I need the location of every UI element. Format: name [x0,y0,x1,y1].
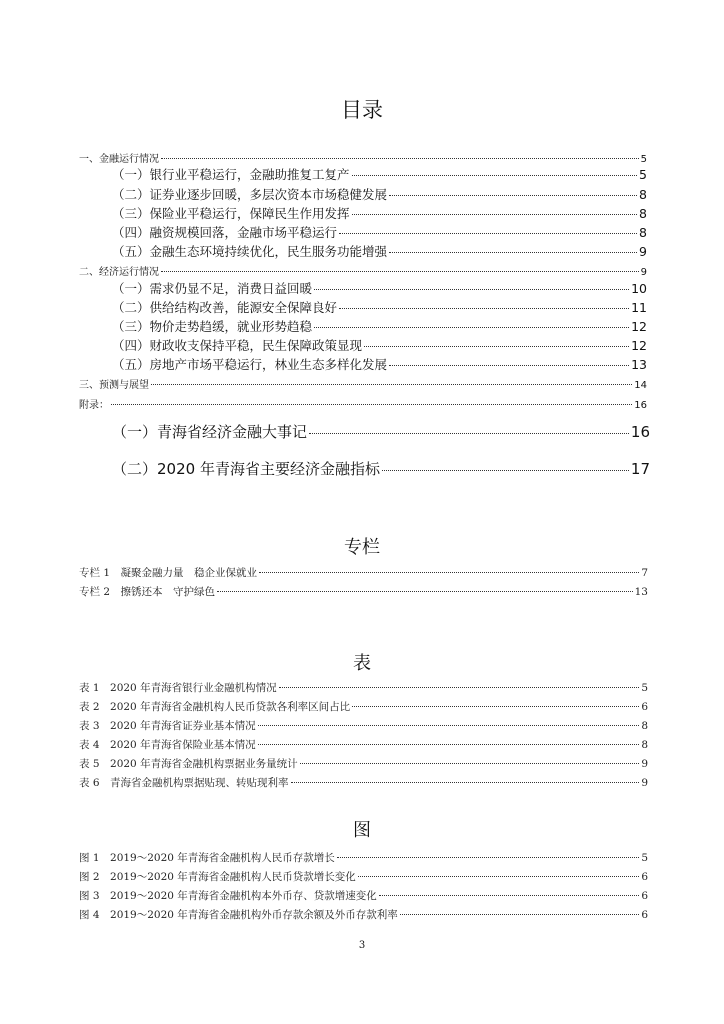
table-entry-label: 表 4 2020 年青海省保险业基本情况 [79,739,256,751]
figure-entry-label: 图 1 2019～2020 年青海省金融机构人民币存款增长 [79,852,335,864]
leader-dots [352,706,639,707]
toc-entry-page: 8 [639,206,647,221]
table-entry-label: 表 6 青海省金融机构票据贴现、转贴现利率 [79,777,289,789]
table-entry-page: 6 [641,701,648,713]
figure-entry-page: 5 [641,852,648,864]
toc-title: 目录 [341,98,383,122]
toc-entry[interactable] [79,376,647,391]
leader-dots [258,725,640,726]
toc-entry[interactable] [112,355,647,373]
toc-entry-page: 8 [639,225,647,240]
toc-entry[interactable] [112,458,650,479]
toc-entry-label: 附录： [79,400,109,411]
toc-entry[interactable] [112,165,647,183]
table-entry-label: 表 2 2020 年青海省金融机构人民币贷款各利率区间占比 [79,701,351,713]
toc-entry-page: 5 [639,167,647,182]
columns-title: 专栏 [344,537,380,558]
toc-entry-page: 13 [631,357,647,372]
toc-entry-label: 三、预测与展望 [79,380,149,391]
column-entry[interactable] [79,565,648,580]
toc-entry-page: 12 [631,319,647,334]
figure-entry-label: 图 2 2019～2020 年青海省金融机构人民币贷款增长变化 [79,871,356,883]
toc-entry-page: 5 [640,154,647,165]
table-entry-page: 5 [641,682,648,694]
toc-entry-label: （一）银行业平稳运行，金融助推复工复产 [112,167,350,182]
table-entry-page: 8 [641,720,648,732]
leader-dots [161,271,639,272]
toc-entry-label: （一）青海省经济金融大事记 [112,423,308,441]
toc-entry-label: （四）融资规模回落，金融市场平稳运行 [112,225,338,240]
leader-dots [339,233,637,234]
column-entry-page: 7 [641,567,648,579]
leader-dots [291,782,640,783]
toc-entry[interactable] [79,150,647,165]
table-entry[interactable] [79,775,648,790]
toc-entry-page: 9 [640,267,647,278]
leader-dots [217,591,633,592]
leader-dots [382,470,629,471]
toc-entry-page: 12 [631,338,647,353]
toc-entry-page: 17 [630,460,650,478]
figure-entry-page: 6 [641,909,648,921]
leader-dots [314,289,629,290]
figures-title: 图 [353,820,371,841]
toc-entry[interactable] [112,223,647,241]
toc-entry[interactable] [79,263,647,278]
toc-entry[interactable] [112,242,647,260]
leader-dots [352,175,638,176]
page-number: 3 [358,940,366,951]
toc-entry-label: （二）证券业逐步回暖，多层次资本市场稳健发展 [112,187,388,202]
table-entry[interactable] [79,737,648,752]
toc-entry[interactable] [112,185,647,203]
leader-dots [151,384,632,385]
toc-entry-label: （二）2020 年青海省主要经济金融指标 [112,460,380,478]
leader-dots [111,404,632,405]
toc-entry-label: （四）财政收支保持平稳，民生保障政策显现 [112,338,363,353]
table-entry-label: 表 1 2020 年青海省银行业金融机构情况 [79,682,277,694]
column-entry-label: 专栏 2 擦锈还本 守护绿色 [79,586,216,598]
table-entry[interactable] [79,699,648,714]
toc-entry-page: 9 [639,244,647,259]
table-entry[interactable] [79,718,648,733]
toc-entry-page: 11 [631,300,647,315]
leader-dots [400,914,640,915]
figure-entry-page: 6 [641,890,648,902]
column-entry-label: 专栏 1 凝聚金融力量 稳企业保就业 [79,567,258,579]
toc-entry-label: （三）保险业平稳运行，保障民生作用发挥 [112,206,350,221]
toc-entry-label: （三）物价走势趋缓，就业形势趋稳 [112,319,313,334]
table-entry-page: 9 [641,777,648,789]
figure-entry-label: 图 3 2019～2020 年青海省金融机构本外币存、贷款增速变化 [79,890,377,902]
leader-dots [337,857,640,858]
leader-dots [339,308,629,309]
toc-entry-page: 16 [634,400,647,411]
leader-dots [379,895,640,896]
toc-entry-label: 一、金融运行情况 [79,154,159,165]
leader-dots [364,346,629,347]
tables-title: 表 [353,653,371,674]
toc-entry[interactable] [112,279,647,297]
toc-entry[interactable] [112,298,647,316]
figure-entry[interactable] [79,907,648,922]
leader-dots [300,763,640,764]
toc-entry-label: 二、经济运行情况 [79,267,159,278]
table-entry-label: 表 5 2020 年青海省金融机构票据业务量统计 [79,758,298,770]
toc-entry[interactable] [112,421,650,442]
leader-dots [389,195,637,196]
table-entry-page: 8 [641,739,648,751]
leader-dots [389,365,629,366]
toc-entry[interactable] [112,336,647,354]
table-entry[interactable] [79,680,648,695]
leader-dots [358,876,640,877]
leader-dots [389,252,637,253]
figure-entry[interactable] [79,888,648,903]
leader-dots [258,744,640,745]
table-entry[interactable] [79,756,648,771]
toc-entry-page: 10 [631,281,647,296]
toc-entry-label: （二）供给结构改善，能源安全保障良好 [112,300,338,315]
toc-entry[interactable] [79,396,647,411]
figure-entry-label: 图 4 2019～2020 年青海省金融机构外币存款余额及外币存款利率 [79,909,398,921]
figure-entry[interactable] [79,850,648,865]
figure-entry[interactable] [79,869,648,884]
figure-entry-page: 6 [641,871,648,883]
leader-dots [352,214,638,215]
toc-entry-page: 8 [639,187,647,202]
toc-entry-page: 16 [630,423,650,441]
leader-dots [314,327,629,328]
toc-entry-label: （五）房地产市场平稳运行，林业生态多样化发展 [112,357,388,372]
toc-entry[interactable] [112,204,647,222]
toc-entry-label: （五）金融生态环境持续优化，民生服务功能增强 [112,244,388,259]
leader-dots [161,158,639,159]
toc-entry-page: 14 [634,380,647,391]
column-entry[interactable] [79,584,648,599]
table-entry-page: 9 [641,758,648,770]
toc-entry-label: （一）需求仍显不足，消费日益回暖 [112,281,313,296]
toc-entry[interactable] [112,317,647,335]
column-entry-page: 13 [634,586,648,598]
leader-dots [279,687,640,688]
table-entry-label: 表 3 2020 年青海省证券业基本情况 [79,720,256,732]
leader-dots [259,572,639,573]
leader-dots [309,433,629,434]
